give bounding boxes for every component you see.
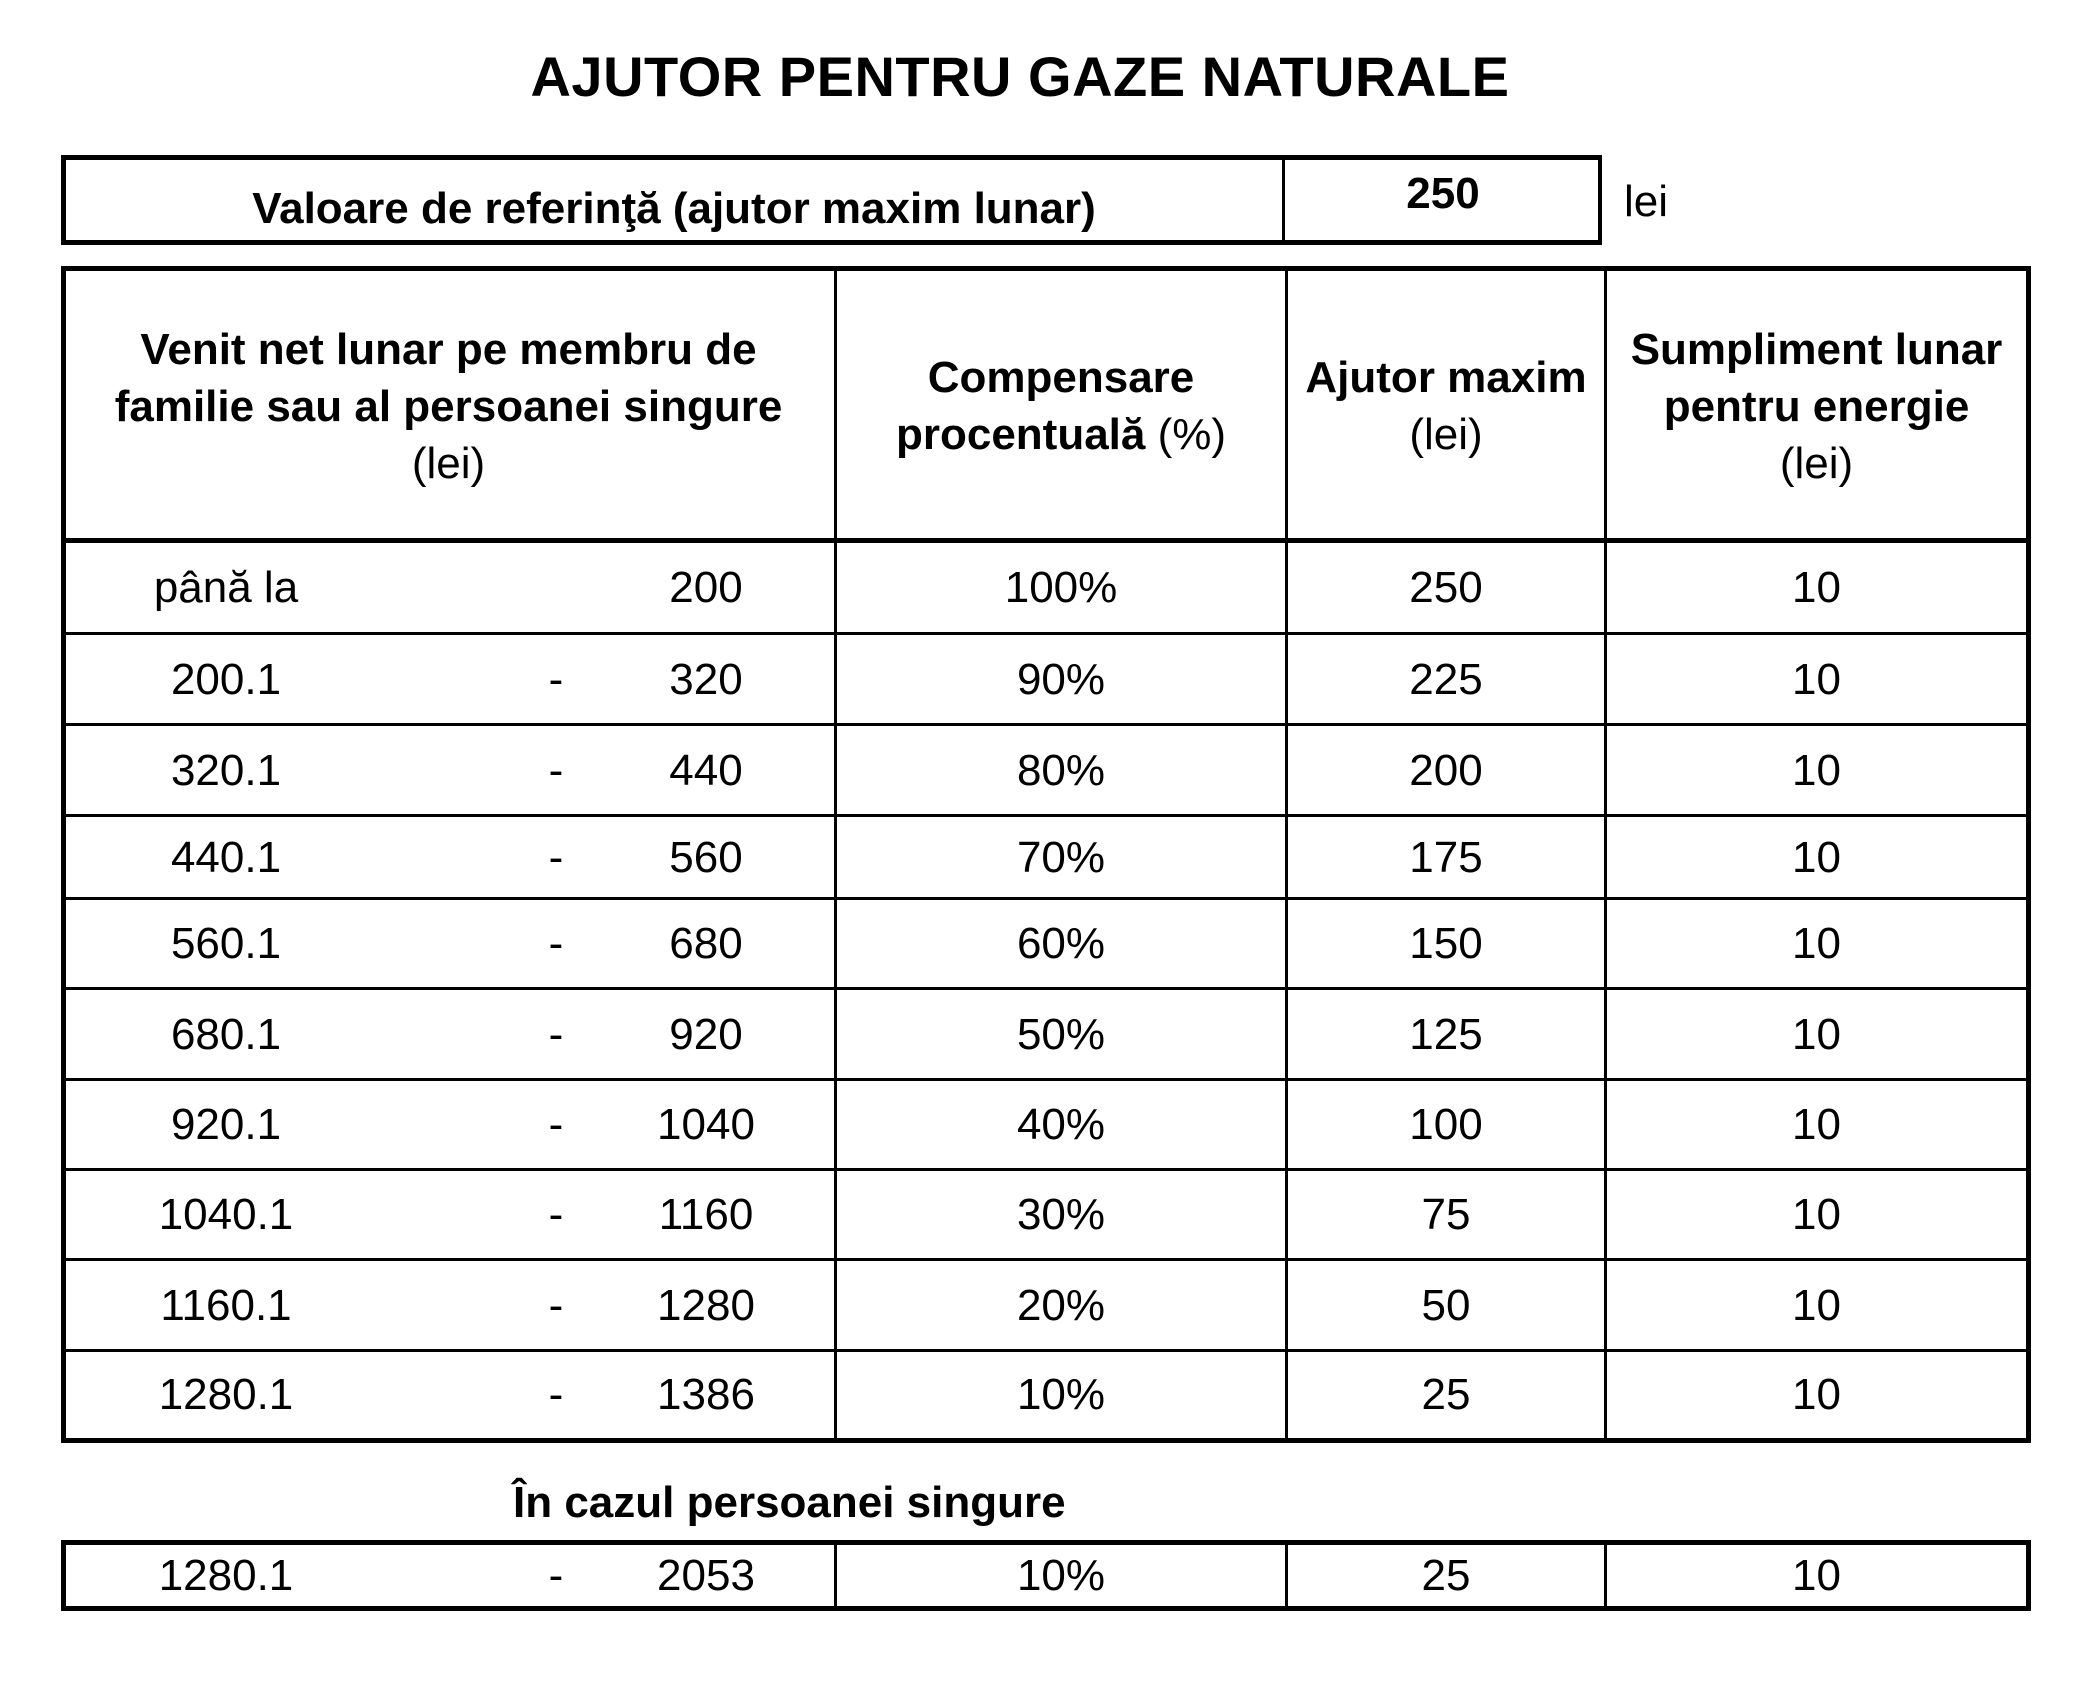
supplement-cell: 10 — [1792, 1190, 1841, 1239]
income-to: 920 — [669, 1009, 743, 1059]
max-aid-cell: 25 — [1421, 1550, 1471, 1600]
income-from: până la — [153, 563, 299, 612]
range-separator: - — [548, 832, 564, 882]
row-divider — [66, 1168, 2026, 1171]
range-separator: - — [548, 1280, 564, 1330]
row-divider — [66, 1078, 2026, 1081]
income-from: 1040.1 — [158, 1190, 294, 1239]
column-header-text — [1288, 349, 1604, 463]
aid-table — [61, 266, 2031, 1443]
max-aid-cell: 125 — [1409, 1009, 1483, 1059]
supplement-cell: 10 — [1792, 1370, 1841, 1419]
column-header — [1288, 271, 1604, 541]
percent-cell: 50% — [1016, 1009, 1106, 1059]
row-divider — [66, 987, 2026, 990]
range-separator: - — [548, 1190, 564, 1239]
income-from: 680.1 — [170, 1009, 282, 1059]
income-to: 440 — [669, 745, 743, 795]
single-person-grid — [66, 1545, 2026, 1606]
income-to: 680 — [669, 919, 743, 968]
column-header-title: Sumpliment lunar pentru energie — [1630, 324, 2003, 431]
row-divider — [66, 538, 2026, 543]
income-to: 1386 — [657, 1370, 755, 1419]
income-to: 200 — [669, 563, 743, 612]
reference-value: 250 — [1406, 169, 1480, 218]
income-from: 200.1 — [170, 654, 282, 704]
column-header — [66, 271, 831, 541]
max-aid-cell: 75 — [1421, 1190, 1471, 1239]
range-separator: - — [548, 654, 564, 704]
row-divider — [66, 814, 2026, 817]
income-to: 1280 — [657, 1280, 755, 1330]
max-aid-cell: 25 — [1421, 1370, 1471, 1419]
column-header-text — [66, 321, 831, 492]
column-header-unit: (%) — [1157, 410, 1227, 459]
row-divider — [66, 723, 2026, 726]
column-header-text — [1607, 321, 2026, 492]
range-separator: - — [548, 1100, 564, 1149]
income-to: 1040 — [657, 1100, 755, 1149]
supplement-cell: 10 — [1792, 654, 1841, 704]
income-from: 440.1 — [170, 832, 282, 882]
income-to: 2053 — [657, 1550, 755, 1600]
max-aid-cell: 250 — [1409, 563, 1483, 612]
range-separator: - — [548, 1370, 564, 1419]
column-header-unit: (lei) — [411, 438, 486, 488]
percent-cell: 40% — [1016, 1100, 1106, 1149]
range-separator: - — [548, 919, 564, 968]
column-header-title: Compensare procentuală — [895, 353, 1195, 459]
range-separator: - — [548, 1550, 564, 1600]
percent-cell: 60% — [1016, 919, 1106, 968]
supplement-cell: 10 — [1792, 1550, 1841, 1600]
supplement-cell: 10 — [1792, 563, 1841, 612]
supplement-cell: 10 — [1792, 1009, 1841, 1059]
column-header-text — [837, 349, 1285, 463]
column-header-title: Ajutor maxim — [1305, 353, 1587, 402]
income-from: 920.1 — [170, 1100, 282, 1149]
supplement-cell: 10 — [1792, 745, 1841, 795]
reference-label: Valoare de referinţă (ajutor maxim lunar) — [66, 160, 1285, 240]
column-header — [837, 271, 1285, 541]
income-to: 1160 — [658, 1190, 754, 1239]
column-header-unit: (lei) — [1779, 438, 1854, 488]
aid-table-grid — [66, 271, 2026, 1438]
single-person-table — [61, 1540, 2031, 1611]
income-from: 320.1 — [170, 745, 282, 795]
percent-cell: 20% — [1016, 1280, 1106, 1330]
percent-cell: 10% — [1016, 1370, 1106, 1419]
column-header-unit: (lei) — [1409, 410, 1483, 459]
percent-cell: 10% — [1016, 1550, 1106, 1600]
row-divider — [66, 897, 2026, 900]
percent-cell: 90% — [1016, 654, 1106, 704]
max-aid-cell: 175 — [1409, 832, 1483, 882]
row-divider — [66, 1349, 2026, 1352]
max-aid-cell: 225 — [1409, 654, 1483, 704]
range-separator: - — [548, 1009, 564, 1059]
reference-value-box — [61, 155, 1602, 245]
percent-cell: 70% — [1016, 832, 1106, 882]
max-aid-cell: 50 — [1421, 1280, 1471, 1330]
page-title: AJUTOR PENTRU GAZE NATURALE — [530, 45, 1510, 108]
table-row — [66, 1545, 2026, 1606]
supplement-cell: 10 — [1792, 832, 1841, 882]
income-to: 560 — [669, 832, 743, 882]
max-aid-cell: 200 — [1409, 745, 1483, 795]
supplement-cell: 10 — [1792, 1100, 1841, 1149]
range-separator — [536, 543, 576, 633]
row-divider — [66, 632, 2026, 635]
column-header-title: Venit net lunar pe membru de familie sau al persoanei singure — [114, 324, 783, 431]
row-divider — [66, 1258, 2026, 1261]
supplement-cell: 10 — [1792, 919, 1841, 968]
range-separator: - — [548, 745, 564, 795]
max-aid-cell: 100 — [1409, 1100, 1483, 1149]
supplement-cell: 10 — [1792, 1280, 1841, 1330]
reference-unit: lei — [1624, 177, 1669, 226]
income-to: 320 — [669, 654, 743, 704]
income-from: 1280.1 — [158, 1550, 294, 1600]
max-aid-cell: 150 — [1409, 919, 1483, 968]
income-from: 560.1 — [170, 919, 282, 968]
percent-cell: 30% — [1016, 1190, 1106, 1239]
percent-cell: 80% — [1016, 745, 1106, 795]
income-from: 1280.1 — [158, 1370, 294, 1419]
percent-cell: 100% — [1004, 563, 1118, 612]
single-person-note: În cazul persoanei singure — [513, 1478, 1066, 1527]
column-header — [1607, 271, 2026, 541]
income-from: 1160.1 — [160, 1280, 292, 1330]
